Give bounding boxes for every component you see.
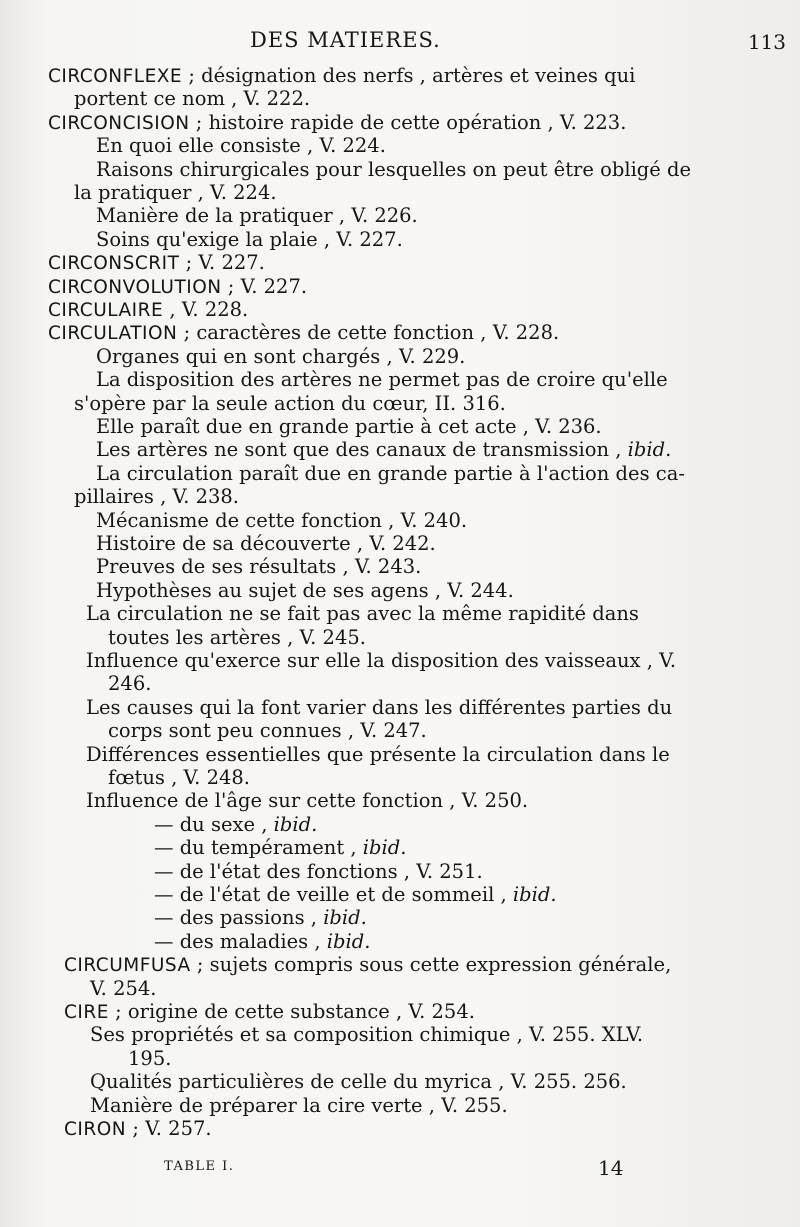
entry-headword: CIRCONVOLUTION	[48, 276, 222, 298]
entry-text: ; origine de cette substance , V. 254.	[108, 1000, 475, 1023]
entry-text: ; caractères de cette fonction , V. 228.	[177, 321, 560, 345]
entry-text: pillaires , V. 238.	[74, 485, 240, 509]
entry-text: Influence de l'âge sur cette fonction , V. 250.	[86, 789, 529, 813]
index-entry-line	[86, 602, 639, 626]
entry-text: Preuves de ses résultats , V. 243.	[96, 555, 422, 579]
entry-headword: CIRCULATION	[48, 323, 178, 345]
index-entry-line	[74, 485, 239, 509]
entry-text: Influence qu'exerce sur elle la disposition des vaisseaux , V.	[86, 649, 677, 672]
entry-text: 246.	[108, 672, 152, 696]
entry-headword: CIRCONFLEXE	[48, 66, 183, 87]
signature-mark: TABLE I.	[164, 1159, 235, 1174]
index-entry-heading-line	[64, 1117, 212, 1142]
entry-text: Différences essentielles que présente la circulation dans le	[86, 742, 670, 766]
entry-text: En quoi elle consiste , V. 224.	[96, 134, 386, 158]
index-entry-line	[108, 626, 366, 650]
index-entry-line	[108, 672, 151, 696]
page-footer	[0, 1156, 800, 1186]
entry-text: s'opère par la seule action du cœur, II. 316.	[74, 391, 506, 415]
index-entry-line	[86, 696, 672, 720]
index-entry-line	[154, 813, 317, 837]
index-entry-heading-line	[48, 251, 265, 276]
index-entry-heading-line	[48, 298, 248, 323]
entry-text: — du sexe ,	[154, 812, 274, 836]
entry-text: — de l'état de veille et de sommeil ,	[154, 883, 513, 906]
entry-text: ; histoire rapide de cette opération , V. 223.	[189, 110, 627, 134]
entry-text: Les artères ne sont que des canaux de transmission ,	[96, 438, 628, 462]
entry-italic-reference: ibid.	[326, 929, 371, 953]
index-entry-line	[96, 509, 467, 533]
index-entry-line	[108, 719, 427, 743]
entry-headword: CIRON	[64, 1119, 127, 1140]
entry-headword: CIRCULAIRE	[48, 300, 164, 321]
index-entry-line	[96, 345, 465, 369]
index-entry-heading-line	[48, 275, 307, 300]
index-entry-heading-line	[48, 321, 559, 346]
entry-text: Histoire de sa découverte , V. 242.	[96, 532, 436, 555]
entry-text: La circulation paraît due en grande partie à l'action des ca-	[96, 461, 685, 485]
entry-text: corps sont peu connues , V. 247.	[108, 719, 427, 743]
entry-text: — de l'état des fonctions , V. 251.	[154, 859, 483, 883]
index-entry-line	[96, 228, 403, 252]
index-entry-line	[96, 134, 386, 158]
entry-text: toutes les artères , V. 245.	[108, 625, 366, 649]
index-entry-heading-line	[48, 64, 635, 89]
entry-text: — des passions ,	[154, 906, 324, 930]
index-entry-line	[96, 462, 685, 486]
entry-text: Ses propriétés et sa composition chimique , V. 255. XLV.	[90, 1023, 644, 1047]
entry-text: , V. 228.	[163, 298, 249, 321]
index-entry-line	[108, 766, 250, 790]
index-entry-line	[96, 158, 691, 182]
entry-text: Manière de la pratiquer , V. 226.	[96, 204, 418, 228]
entry-text: ; V. 227.	[179, 251, 265, 275]
entry-italic-reference: ibid.	[627, 438, 672, 462]
entry-text: fœtus , V. 248.	[108, 766, 250, 789]
entry-headword: CIRCUMFUSA	[64, 955, 191, 977]
index-entry-line	[90, 977, 157, 1001]
index-entry-line	[154, 906, 367, 930]
index-entry-line	[96, 415, 602, 439]
entry-text: Mécanisme de cette fonction , V. 240.	[96, 508, 468, 532]
running-title: DES MATIERES.	[250, 28, 441, 52]
entry-text: ; désignation des nerfs , artères et veines qui	[182, 64, 636, 87]
index-entry-line	[74, 87, 310, 111]
entry-text: portent ce nom , V. 222.	[74, 87, 311, 111]
entry-text: ; sujets compris sous cette expression générale,	[190, 953, 672, 977]
entry-text: Les causes qui la font varier dans les différentes parties du	[86, 695, 673, 719]
page-number: 113	[747, 30, 786, 54]
index-entry-line	[86, 789, 528, 813]
entry-italic-reference: ibid.	[273, 812, 318, 836]
index-entry-line	[96, 532, 436, 556]
index-entry-line	[90, 1070, 627, 1094]
index-entry-line	[86, 649, 676, 673]
entry-headword: CIRCONCISION	[48, 112, 190, 134]
entry-text: Elle paraît due en grande partie à cet acte , V. 236.	[96, 415, 602, 438]
index-entry-line	[154, 883, 557, 907]
index-entry-line	[96, 579, 514, 603]
entry-text: Manière de préparer la cire verte , V. 255.	[90, 1093, 508, 1117]
entry-text: ; V. 227.	[221, 274, 308, 298]
entry-text: la pratiquer , V. 224.	[74, 181, 277, 204]
entry-headword: CIRCONSCRIT	[48, 253, 180, 275]
entry-headword: CIRE	[64, 1002, 109, 1023]
page-header	[0, 28, 800, 60]
entry-text: — des maladies ,	[154, 929, 327, 953]
index-entry-line	[74, 181, 277, 205]
index-entry-line	[90, 1023, 643, 1047]
index-entry-line	[128, 1047, 171, 1071]
entry-text: — du tempérament ,	[154, 836, 363, 860]
entry-italic-reference: ibid.	[323, 906, 367, 930]
index-entry-line	[86, 743, 670, 767]
index-entry-line	[154, 836, 406, 860]
entry-text: La circulation ne se fait pas avec la même rapidité dans	[86, 602, 639, 626]
entry-text: ; V. 257.	[126, 1117, 212, 1140]
entry-italic-reference: ibid.	[362, 836, 407, 860]
gathering-number: 14	[598, 1156, 624, 1180]
entry-text: La disposition des artères ne permet pas de croire qu'elle	[96, 368, 668, 392]
index-entry-line	[96, 555, 421, 579]
entry-italic-reference: ibid.	[512, 883, 557, 906]
entry-text: Hypothèses au sujet de ses agens , V. 244.	[96, 578, 514, 602]
index-entry-heading-line	[48, 111, 626, 136]
index-entry-line	[154, 860, 483, 884]
index-entry-line	[154, 930, 370, 954]
entry-text: Soins qu'exige la plaie , V. 227.	[96, 227, 403, 251]
index-entry-line	[96, 204, 418, 228]
entry-text: Raisons chirurgicales pour lesquelles on peut être obligé de	[96, 157, 692, 181]
index-entry-line	[96, 368, 668, 392]
entry-text: Qualités particulières de celle du myrica , V. 255. 256.	[90, 1070, 627, 1094]
index-entry-heading-line	[64, 1000, 475, 1025]
index-entry-line	[96, 438, 671, 462]
entry-text: Organes qui en sont chargés , V. 229.	[96, 344, 466, 368]
index-entry-line	[74, 392, 506, 416]
index-entry-line	[90, 1094, 508, 1118]
entry-text: 195.	[128, 1046, 172, 1070]
index-entry-heading-line	[64, 953, 671, 978]
entry-text: V. 254.	[90, 976, 157, 1000]
